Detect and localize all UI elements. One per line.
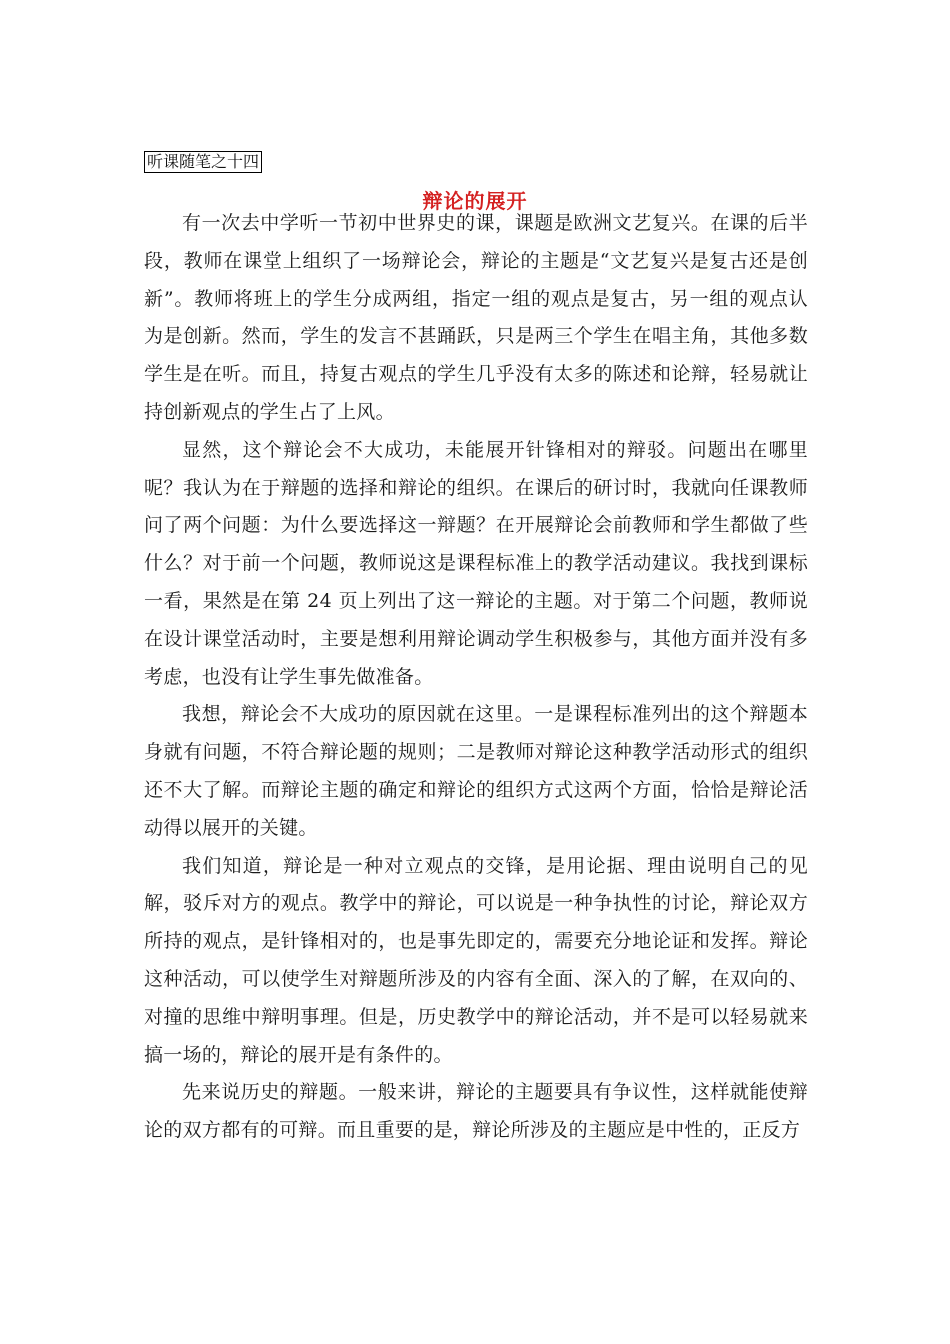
series-label: 听课随笔之十四	[144, 151, 262, 173]
paragraph: 我想，辩论会不大成功的原因就在这里。一是课程标准列出的这个辩题本身就有问题，不符合辩论题的规则；二是教师对辩论这种教学活动形式的组织还不大了解。而辩论主题的确定和辩论的组织方式这两个方面，恰恰是辩论活动得以展开的关键。	[144, 703, 808, 839]
paragraph: 先来说历史的辩题。一般来讲，辩论的主题要具有争议性，这样就能使辩论的双方都有的可辩。而且重要的是，辩论所涉及的主题应是中性的，正反方	[144, 1081, 808, 1142]
document-title: 辩论的展开	[422, 189, 528, 213]
paragraph: 有一次去中学听一节初中世界史的课，课题是欧洲文艺复兴。在课的后半段，教师在课堂上组织了一场辩论会，辩论的主题是“文艺复兴是复古还是创新”。教师将班上的学生分成两组，指定一组的观点是复古，另一组的观点认为是创新。然而，学生的发言不甚踊跃，只是两三个学生在唱主角，其他多数学生是在听。而且，持复古观点的学生几乎没有太多的陈述和论辩，轻易就让持创新观点的学生占了上风。	[144, 212, 808, 423]
document-body	[144, 205, 808, 1150]
paragraph: 显然，这个辩论会不大成功，未能展开针锋相对的辩驳。问题出在哪里呢？我认为在于辩题的选择和辩论的组织。在课后的研讨时，我就向任课教师问了两个问题：为什么要选择这一辩题？在开展辩论会前教师和学生都做了些什么？对于前一个问题，教师说这是课程标准上的教学活动建议。我找到课标一看，果然是在第 24 页上列出了这一辩论的主题。对于第二个问题，教师说在设计课堂活动时，主要是想利用辩论调动学生积极参与，其他方面并没有多考虑，也没有让学生事先做准备。	[144, 438, 808, 688]
paragraph: 我们知道，辩论是一种对立观点的交锋，是用论据、理由说明自己的见解，驳斥对方的观点。教学中的辩论，可以说是一种争执性的讨论，辩论双方所持的观点，是针锋相对的，也是事先即定的，需要充分地论证和发挥。辩论这种活动，可以使学生对辩题所涉及的内容有全面、深入的了解，在双向的、对撞的思维中辩明事理。但是，历史教学中的辩论活动，并不是可以轻易就来搞一场的，辩论的展开是有条件的。	[144, 854, 808, 1066]
